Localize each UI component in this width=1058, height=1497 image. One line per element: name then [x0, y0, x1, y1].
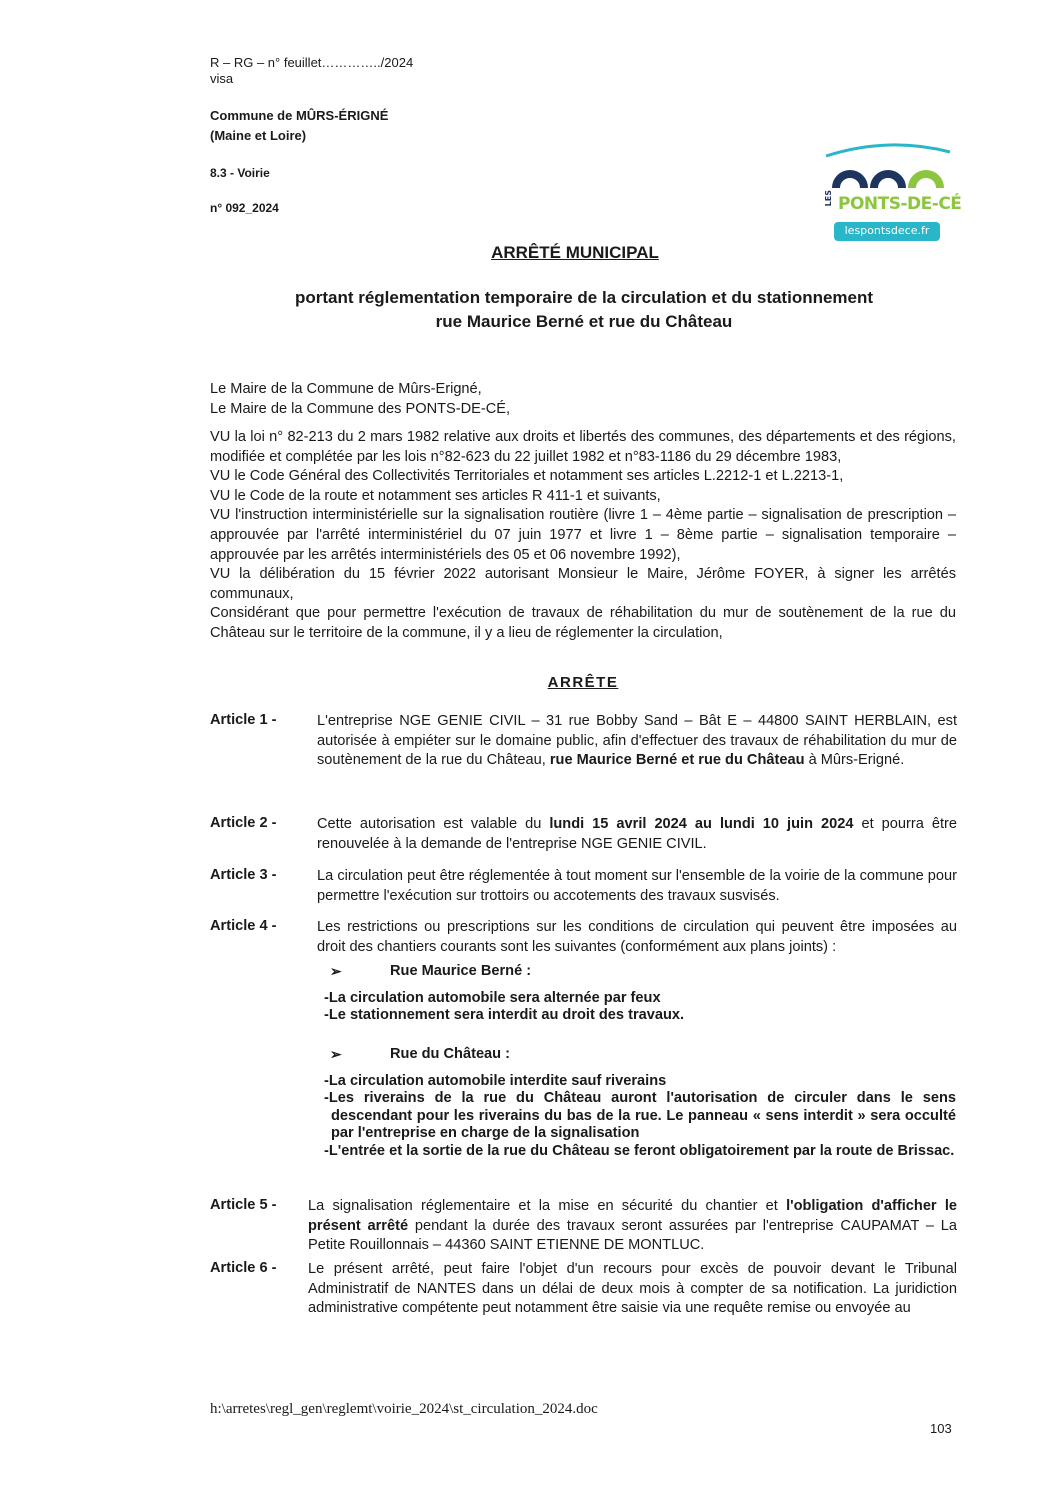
vu-deliberation: VU la délibération du 15 février 2022 autorisant Monsieur le Maire, Jérôme FOYER, à signer les arrêtés communaux,	[210, 566, 956, 602]
vu-law-82-213: VU la loi n° 82-213 du 2 mars 1982 relative aux droits et libertés des communes, des départements et des régions, modifiée et complétée par les lois n°82-623 du 22 juillet 1982 et n°83-1186 du 29 décembre 1983,	[210, 429, 956, 465]
commune-name: Commune de MÛRS-ÉRIGNÉ	[210, 108, 389, 123]
article-5-label: Article 5 -	[210, 1197, 277, 1213]
subtitle-line-1: portant réglementation temporaire de la circulation et du stationnement	[294, 288, 874, 307]
article-6-label: Article 6 -	[210, 1260, 277, 1276]
mayor-line-2: Le Maire de la Commune des PONTS-DE-CÉ,	[210, 401, 511, 417]
document-reference: R – RG – n° feuillet…………../2024	[210, 55, 414, 70]
vu-instruction: VU l'instruction interministérielle sur la signalisation routière (livre 1 – 4ème partie – signalisation de prescription – approuvée par l'arrêté interministériel du 07 juin 1977 et livre 1 – 8ème partie – signalisation temporaire – approuvée par les arrêtés interministériels des 05 et 06 novembre 1992),	[210, 507, 956, 563]
article-2-text: Cette autorisation est valable du lundi 15 avril 2024 au lundi 10 juin 2024 et pourra être renouvelée à la demande de l'entreprise NGE GENIE CIVIL.	[317, 816, 957, 852]
article-4-text: Les restrictions ou prescriptions sur les conditions de circulation qui peuvent être imposées au droit des chantiers courants sont les suivantes (conformément aux plans joints) :	[317, 919, 957, 955]
logo-les-label: LES	[824, 190, 833, 207]
decree-number: n° 092_2024	[210, 201, 279, 215]
page-number: 103	[930, 1421, 952, 1436]
article-4-label: Article 4 -	[210, 918, 277, 934]
chateau-item-3: -L'entrée et la sortie de la rue du Château se feront obligatoirement par la route de Brissac.	[324, 1143, 955, 1159]
legal-basis	[210, 428, 956, 644]
article-1-label: Article 1 -	[210, 712, 277, 728]
ponts-de-ce-logo	[818, 138, 962, 243]
logo-url: lespontsdece.fr	[844, 224, 930, 237]
article-3-text: La circulation peut être réglementée à tout moment sur l'ensemble de la voirie de la commune pour permettre l'exécution sur trottoirs ou accotements des travaux susvisés.	[317, 868, 957, 904]
article-2-label: Article 2 -	[210, 815, 277, 831]
arrete-heading: ARRÊTE	[547, 674, 619, 691]
chateau-item-2: -Les riverains de la rue du Château auront l'autorisation de circuler dans le sens descendant pour les riverains du bas de la rue. Le panneau « sens interdit » sera occulté par l'entreprise en charge de la signalisation	[324, 1090, 956, 1141]
mayor-line-1: Le Maire de la Commune de Mûrs-Erigné,	[210, 381, 482, 397]
bullet-arrow-icon: ➢	[330, 963, 342, 979]
bullet-arrow-icon: ➢	[330, 1046, 342, 1062]
article-5-text: La signalisation réglementaire et la mise en sécurité du chantier et l'obligation d'afficher le présent arrêté pendant la durée des travaux seront assurées par l'entreprise CAUPAMAT – La Petite Rouillonnais – 44360 SAINT ETIENNE DE MONTLUC.	[308, 1198, 957, 1254]
category-label: 8.3 - Voirie	[210, 166, 270, 180]
maurice-berne-item-1: -La circulation automobile sera alternée par feux	[324, 990, 661, 1006]
street-maurice-berne: Rue Maurice Berné :	[390, 963, 532, 979]
maurice-berne-item-2: -Le stationnement sera interdit au droit des travaux.	[324, 1007, 685, 1023]
vu-code-route: VU le Code de la route et notamment ses articles R 411-1 et suivants,	[210, 487, 661, 504]
footer-file-path: h:\arretes\regl_gen\reglemt\voirie_2024\st_circulation_2024.doc	[210, 1401, 598, 1417]
vu-cgct: VU le Code Général des Collectivités Territoriales et notamment ses articles L.2212-1 et L.2213-1,	[210, 468, 844, 485]
article-3-label: Article 3 -	[210, 867, 277, 883]
visa-label: visa	[210, 71, 234, 86]
street-chateau: Rue du Château :	[390, 1046, 510, 1062]
considerant: Considérant que pour permettre l'exécution de travaux de réhabilitation du mur de soutènement de la rue du Château sur le territoire de la commune, il y a lieu de réglementer la circulation,	[210, 605, 956, 641]
logo-name: PONTS-DE-CÉ	[838, 194, 962, 214]
chateau-item-1: -La circulation automobile interdite sauf riverains	[324, 1073, 667, 1089]
commune-region: (Maine et Loire)	[210, 128, 307, 143]
page-title: ARRÊTÉ MUNICIPAL	[491, 243, 659, 262]
article-1-text: L'entreprise NGE GENIE CIVIL – 31 rue Bobby Sand – Bât E – 44800 SAINT HERBLAIN, est autorisée à empiéter sur le domaine public, afin d'effectuer des travaux de réhabilitation du mur de soutènement de la rue du Château, rue Maurice Berné et rue du Château à Mûrs-Erigné.	[317, 713, 957, 769]
subtitle-line-2: rue Maurice Berné et rue du Château	[435, 312, 733, 331]
article-6-text: Le présent arrêté, peut faire l'objet d'un recours pour excès de pouvoir devant le Tribunal Administratif de NANTES dans un délai de deux mois à compter de sa notification. La juridiction administrative compétente peut notamment être saisie via une requête remise ou envoyée au	[308, 1261, 957, 1317]
